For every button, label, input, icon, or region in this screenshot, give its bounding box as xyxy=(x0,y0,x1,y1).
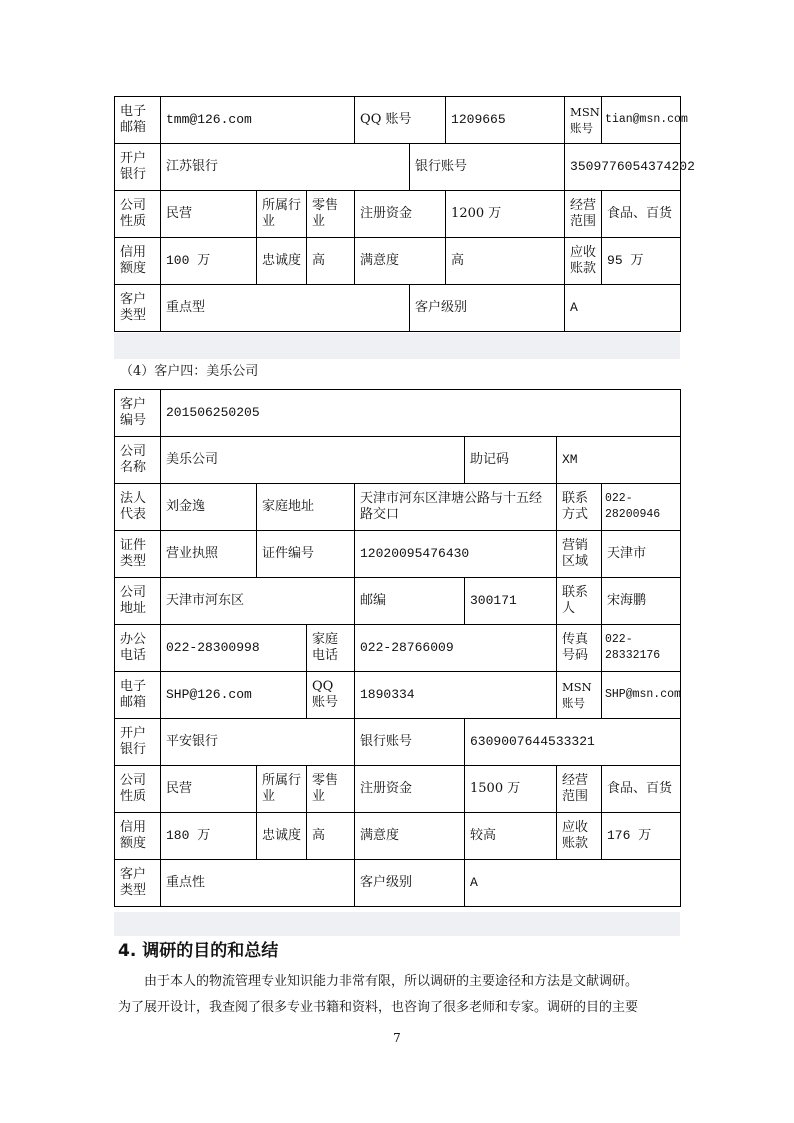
receivable-label: 应收账款 xyxy=(565,238,602,285)
fax-value: 022-28332176 xyxy=(602,625,681,672)
bank-value: 平安银行 xyxy=(161,719,355,766)
industry-label: 所属行业 xyxy=(257,191,307,238)
bank-value: 江苏银行 xyxy=(161,144,410,191)
office-phone-value: 022-28300998 xyxy=(161,625,307,672)
scope-label: 经营范围 xyxy=(565,191,602,238)
table-shade-bottom xyxy=(114,912,680,936)
company-address-label: 公司地址 xyxy=(115,578,161,625)
email-label: 电子邮箱 xyxy=(115,97,161,144)
bank-label: 开户银行 xyxy=(115,719,161,766)
customer-table-continued xyxy=(114,96,695,332)
industry-label: 所属行业 xyxy=(257,766,307,813)
customer-level-value: A xyxy=(465,860,681,907)
customer-type-label: 客户类型 xyxy=(115,860,161,907)
office-phone-label: 办公电话 xyxy=(115,625,161,672)
industry-value: 零售业 xyxy=(307,766,355,813)
customer-level-label: 客户级别 xyxy=(410,285,565,332)
qq-value: 1890334 xyxy=(355,672,557,719)
paragraph-line-2: 为了展开设计，我查阅了很多专业书籍和资料，也咨询了很多老师和专家。调研的目的主要 xyxy=(118,1000,639,1015)
customer-type-value: 重点型 xyxy=(161,285,410,332)
customer-level-value: A xyxy=(565,285,681,332)
receivable-value: 95 万 xyxy=(602,238,681,285)
cert-no-value: 12020095476430 xyxy=(355,531,557,578)
msn-value: SHP@msn.com xyxy=(602,672,681,719)
home-phone-label: 家庭电话 xyxy=(307,625,355,672)
home-address-value: 天津市河东区津塘公路与十五经路交口 xyxy=(355,484,557,531)
msn-label: MSN 账号 xyxy=(557,672,602,719)
legal-rep-label: 法人代表 xyxy=(115,484,161,531)
scope-label: 经营范围 xyxy=(557,766,602,813)
contact-method-value: 022-28200946 xyxy=(602,484,681,531)
postcode-value: 300171 xyxy=(465,578,557,625)
msn-value: tian@msn.com xyxy=(602,97,681,144)
capital-label: 注册资金 xyxy=(355,766,465,813)
credit-label: 信用额度 xyxy=(115,813,161,860)
satisfaction-value: 较高 xyxy=(465,813,557,860)
receivable-label: 应收账款 xyxy=(557,813,602,860)
capital-value: 1200 万 xyxy=(446,191,565,238)
bank-account-value: 6309007644533321 xyxy=(465,719,681,766)
customer-type-label: 客户类型 xyxy=(115,285,161,332)
satisfaction-label: 满意度 xyxy=(355,813,465,860)
loyalty-label: 忠诚度 xyxy=(257,238,307,285)
home-phone-value: 022-28766009 xyxy=(355,625,557,672)
company-name-value: 美乐公司 xyxy=(161,437,465,484)
mnemonic-value: XM xyxy=(557,437,681,484)
satisfaction-value: 高 xyxy=(446,238,565,285)
msn-label: MSN 账号 xyxy=(565,97,602,144)
cert-type-value: 营业执照 xyxy=(161,531,257,578)
cert-type-label: 证件类型 xyxy=(115,531,161,578)
contact-person-value: 宋海鹏 xyxy=(602,578,681,625)
credit-value: 180 万 xyxy=(161,813,257,860)
loyalty-label: 忠诚度 xyxy=(257,813,307,860)
customer-no-value: 201506250205 xyxy=(161,390,681,437)
credit-value: 100 万 xyxy=(161,238,257,285)
contact-person-label: 联系人 xyxy=(557,578,602,625)
industry-value: 零售业 xyxy=(307,191,355,238)
legal-rep-value: 刘金逸 xyxy=(161,484,257,531)
company-address-value: 天津市河东区 xyxy=(161,578,355,625)
capital-label: 注册资金 xyxy=(355,191,446,238)
qq-label: QQ 账号 xyxy=(355,97,446,144)
fax-label: 传真号码 xyxy=(557,625,602,672)
sales-region-value: 天津市 xyxy=(602,531,681,578)
page-number: 7 xyxy=(393,1031,401,1045)
receivable-value: 176 万 xyxy=(602,813,681,860)
customer-type-value: 重点性 xyxy=(161,860,355,907)
company-nature-value: 民营 xyxy=(161,766,257,813)
mnemonic-label: 助记码 xyxy=(465,437,557,484)
satisfaction-label: 满意度 xyxy=(355,238,446,285)
qq-value: 1209665 xyxy=(446,97,565,144)
customer-table-meile xyxy=(114,389,681,907)
email-value: SHP@126.com xyxy=(161,672,307,719)
company-nature-value: 民营 xyxy=(161,191,257,238)
customer-no-label: 客户编号 xyxy=(115,390,161,437)
email-value: tmm@126.com xyxy=(161,97,355,144)
company-nature-label: 公司性质 xyxy=(115,766,161,813)
postcode-label: 邮编 xyxy=(355,578,465,625)
company-name-label: 公司名称 xyxy=(115,437,161,484)
credit-label: 信用额度 xyxy=(115,238,161,285)
cert-no-label: 证件编号 xyxy=(257,531,355,578)
capital-value: 1500 万 xyxy=(465,766,557,813)
bank-account-value: 3509776054374202 xyxy=(565,144,681,191)
paragraph-line-1: 由于本人的物流管理专业知识能力非常有限，所以调研的主要途径和方法是文献调研。 xyxy=(144,974,639,989)
scope-value: 食品、百货 xyxy=(602,766,681,813)
bank-label: 开户银行 xyxy=(115,144,161,191)
qq-label: QQ 账号 xyxy=(307,672,355,719)
company-nature-label: 公司性质 xyxy=(115,191,161,238)
section-heading: 4. 调研的目的和总结 xyxy=(118,941,279,961)
bank-account-label: 银行账号 xyxy=(410,144,565,191)
email-label: 电子邮箱 xyxy=(115,672,161,719)
table-shade-top xyxy=(114,333,680,359)
table-caption: （4）客户四：美乐公司 xyxy=(120,364,259,379)
contact-method-label: 联系方式 xyxy=(557,484,602,531)
loyalty-value: 高 xyxy=(307,813,355,860)
scope-value: 食品、百货 xyxy=(602,191,681,238)
home-address-label: 家庭地址 xyxy=(257,484,355,531)
customer-level-label: 客户级别 xyxy=(355,860,465,907)
loyalty-value: 高 xyxy=(307,238,355,285)
bank-account-label: 银行账号 xyxy=(355,719,465,766)
sales-region-label: 营销区域 xyxy=(557,531,602,578)
